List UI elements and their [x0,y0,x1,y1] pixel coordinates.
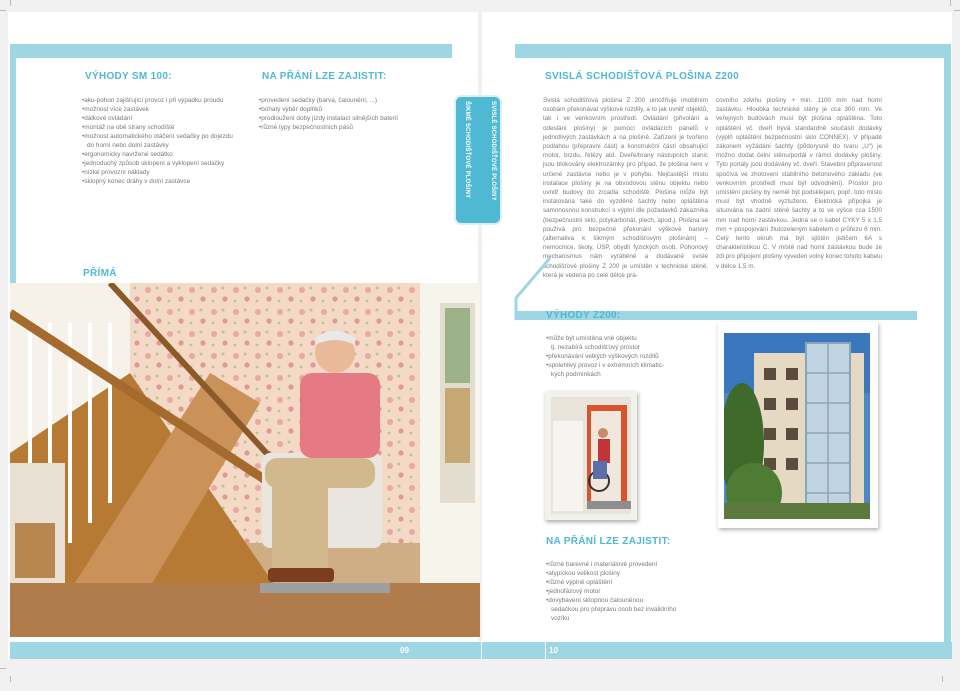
crop-mark [0,10,6,11]
advantages-title: VÝHODY SM 100: [85,71,172,82]
page-number-right: 10 [549,646,558,655]
crop-mark [10,676,11,682]
list-item: • překonávání velkých výškových rozdílů [546,352,706,361]
options-title: NA PŘÁNÍ LZE ZAJISTIT: [262,71,387,82]
right-vertical-band [944,44,951,642]
category-label: PŘÍMÁ [83,268,117,279]
list-item: • různé typy bezpečnostních pásů [259,123,439,132]
building-photo [724,333,870,519]
list-item: • dálkové ovládání [82,114,252,123]
list-item: • jednoduchý způsob sklopení a vyklopení sedačky [82,159,252,168]
crop-mark [950,0,951,6]
left-top-band [10,44,452,58]
spine-label-box [456,97,500,223]
list-item: • ergonomicky navržené sedátko [82,150,252,159]
crop-mark [10,0,11,6]
page-divider [545,642,546,659]
options-list [259,96,439,132]
list-item: • sklopný konec dráhy v dolní zastávce [82,177,252,186]
z200-options-title: NA PŘÁNÍ LZE ZAJISTIT: [546,536,671,547]
list-item: tj. nezabírá schodišťový prostor [551,344,641,351]
list-item: • možnost automatického otáčení sedačky po dojezdu [82,132,252,141]
advantages-list [82,96,252,186]
z200-advantages-title: VÝHODY Z200: [546,310,621,321]
list-item: vozíku [551,615,570,622]
list-item: • montáž na obě strany schodiště [82,123,252,132]
list-item: • možnost více zastávek [82,105,252,114]
right-page-title: SVISLÁ SCHODIŠŤOVÁ PLOŠINA Z200 [545,71,739,82]
crop-mark [954,10,960,11]
page-number-left: 09 [400,646,409,655]
list-item: kých podmínkách [551,371,601,378]
list-item: • provedení sedačky (barva, čalounění, ...) [259,96,439,105]
list-item: • spolehlivý provoz i v extrémních klimatic- [546,361,706,370]
platform-photo [545,391,637,520]
list-item: • může být umístěna vně objektu [546,334,706,343]
list-item: sedačkou pro přepravu osob bez invalidního [551,606,677,613]
list-item: • aku-pohon zajišťující provoz i při výpadku proudu [82,96,252,105]
z200-options-list [546,560,716,623]
list-item: do horní nebo dolní zastávky [87,142,169,149]
list-item: • různé výplně opláštění [546,578,716,587]
list-item: • jednofázový motor [546,587,716,596]
left-vertical-band [10,44,16,284]
right-top-band [515,44,945,58]
spine-label-primary: SVISLÉ SCHODIŠŤOVÉ PLOŠINY [490,101,496,201]
list-item: • bohatý výběr doplňků [259,105,439,114]
description-column-2: covního zdvihu plošiny + min. 1100 mm nad horní zastávku. Hloubka technické stěny je cca 300 mm. Ve veřejných budovách musí být plošina opláštěna. Toto opláštění vč. dveří bývá standardně součástí dodávky (výplň opláštění bezpečnostní sklo CONNEX). V případě zákonem vyžádání šachty (půdorysně do tvaru „U“) je možno dodat čelní stěnu/portál v rámci dodávky plošiny. Tyto portály jsou dodávány vč. dveří. Stavební připravenost spočívá ve zhotovení stabilního betonového základu (ve venkovním prostředí musí být odvodnění). Prostor pro umístění plošiny by neměl být podsklepen, popř. toto místo musí být vhodně vyztuženo. Elektrická přípojka je situována na zadní stěně šachty a to ve výšce cca 1500 mm nad horní zastávkou. Jedná se o kabel CYKY 5 x 1,5 mm + pospojování žlutozeleným kabelem o průřezu 6 mm. Celý tento okruh má být sjištěn jističem 6A s charakteristikou C. V místě nad horní zastávkou bude ze zdi pro připojení plošiny vyveden volný konec tohoto kabelu v délce 1,5 m. [716,97,882,270]
stairlift-photo [10,283,480,637]
crop-mark [942,676,943,682]
page-divider [481,642,482,659]
crop-mark [0,668,6,669]
list-item: • atypickou velikost plošiny [546,569,716,578]
spine-label-secondary: ŠIKMÉ SCHODIŠŤOVÉ PLOŠINY [464,101,470,199]
list-item: • nízké provozní náklady [82,168,252,177]
list-item: • prodloužení doby jízdy instalací silnějších baterií [259,114,439,123]
description-column-1: Svislá schodišťová plošina Z 200 umožňuje imobilním osobám překonávat výškové rozdíly, a to jak uvnitř objektů, tak i ve venkovním prostředí. Ovládání (přivolání a odeslání plošiny) je pomocí ovládacích panelů v jednotlivých zastávkách a na plošině. Zařízení je tvořeno podlahou (přepravní část) a konstrukční částí obsahující motor, brzdu, řetězy atd. Dveře/brany nástupních stanic jsou blokovány elektrozámky pro případ, že plošina není v určené zastávce nebo je v pohybu. Nejčastější místo instalace plošiny je na obvodovou stěnu objektu nebo uvnitř budovy do zrcadla schodiště. Plošina může být instalována také do vyzděné šachty nebo opláštěna samonosnou konstrukcí s výplní dle požadavků zákazníka (bezpečnostní sklo, polykarbonát, plech, apod.). Plošina se používá pro bezpečné překonání výškové bariéry (alternativa k šikmým schodišťovým plošinám) – nemocnice, školy, ÚSP, obydlí fyzických osob. Pohonový mechanismus nám vyráběné a dodávané svislé schodišťové plošiny Z 200 je umístěn v technické stěně, která je vedena po celé délce pra- [543,97,708,279]
list-item: • dovybavení sklopnou čalouněnou [546,596,716,605]
z200-advantages-list [546,334,706,379]
list-item: • různé barevné i materiálové provedení [546,560,716,569]
